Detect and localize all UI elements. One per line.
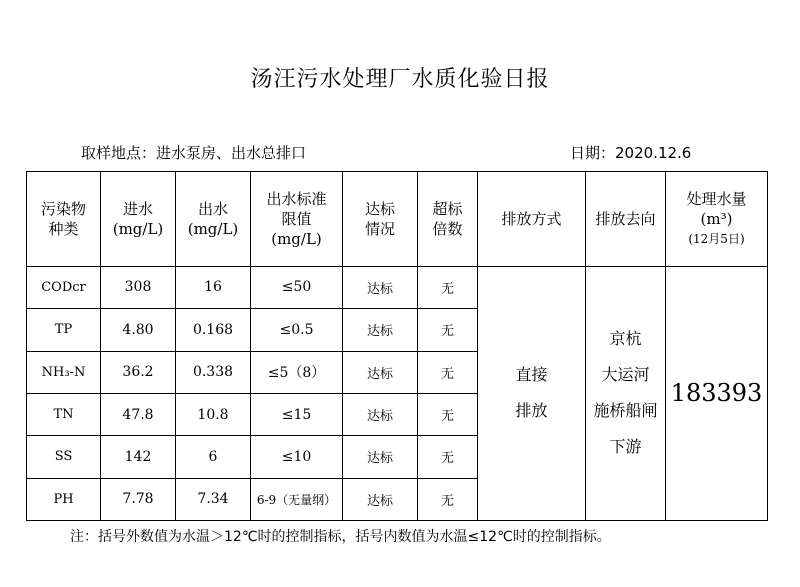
row-exceed: 无 [418,436,478,478]
row-exceed: 无 [418,478,478,520]
report-title: 汤汪污水处理厂水质化验日报 [250,67,550,92]
header-outflow-line2: (mg/L) [187,219,239,238]
header-volume-line1: 处理水量 [686,189,747,208]
header-standard-line2: 限值 [281,209,312,228]
row-pollutant: NH₃-N [27,351,101,393]
discharge-direction-cell [586,266,666,520]
discharge-direction-line4: 下游 [609,437,642,457]
row-standard: ≤50 [251,266,343,308]
row-exceed: 无 [418,309,478,351]
row-standard: ≤10 [251,436,343,478]
header-compliance [343,172,418,267]
header-standard-line3: (mg/L) [271,229,322,248]
row-exceed: 无 [418,351,478,393]
header-pollutant [27,172,101,267]
row-outflow: 0.338 [176,351,251,393]
header-pollutant-line2: 种类 [48,219,79,238]
row-inflow: 4.80 [101,309,176,351]
header-exceed-line2: 倍数 [432,219,463,238]
header-compliance-line1: 达标 [364,199,395,218]
row-standard: ≤5（8） [251,351,343,393]
row-pollutant: TN [27,393,101,435]
row-compliance: 达标 [343,393,418,435]
header-pollutant-line1: 污染物 [40,199,86,218]
row-pollutant: PH [27,478,101,520]
water-quality-table [26,171,768,521]
row-inflow: 47.8 [101,393,176,435]
header-volume [666,172,768,267]
row-outflow: 7.34 [176,478,251,520]
row-compliance: 达标 [343,478,418,520]
discharge-method-cell [478,266,586,520]
table-header-row [27,172,768,267]
header-volume-line2: (m³) [700,209,733,228]
header-standard-line1: 出水标准 [266,189,327,208]
header-inflow-line2: (mg/L) [112,219,164,238]
header-inflow [101,172,176,267]
discharge-method-line1: 直接 [515,365,548,385]
header-inflow-line1: 进水 [122,199,153,218]
row-pollutant: SS [27,436,101,478]
row-inflow: 308 [101,266,176,308]
row-outflow: 6 [176,436,251,478]
discharge-method-line2: 排放 [515,401,548,421]
row-compliance: 达标 [343,266,418,308]
header-discharge-method: 排放方式 [478,172,586,267]
row-compliance: 达标 [343,351,418,393]
row-pollutant: TP [27,309,101,351]
header-volume-line3: (12月5日) [688,231,745,246]
header-compliance-line2: 情况 [364,219,395,238]
header-outflow [176,172,251,267]
header-discharge-direction: 排放去向 [586,172,666,267]
header-exceed [418,172,478,267]
header-standard [251,172,343,267]
row-inflow: 36.2 [101,351,176,393]
row-exceed: 无 [418,266,478,308]
row-standard: ≤0.5 [251,309,343,351]
row-pollutant: CODcr [27,266,101,308]
table-row [27,266,768,308]
treated-volume-value: 183393 [666,266,768,520]
header-outflow-line1: 出水 [197,199,228,218]
discharge-direction-line2: 大运河 [601,365,650,385]
row-standard: ≤15 [251,393,343,435]
row-exceed: 无 [418,393,478,435]
row-compliance: 达标 [343,309,418,351]
report-date: 日期：2020.12.6 [570,144,692,162]
row-compliance: 达标 [343,436,418,478]
sampling-location: 取样地点：进水泵房、出水总排口 [81,144,307,162]
header-exceed-line1: 超标 [432,199,463,218]
row-outflow: 0.168 [176,309,251,351]
row-standard: 6-9（无量纲） [251,478,343,520]
discharge-direction-line1: 京杭 [609,329,642,349]
footnote: 注：括号外数值为水温＞12℃时的控制指标，括号内数值为水温≤12℃时的控制指标。 [70,529,611,545]
row-inflow: 7.78 [101,478,176,520]
row-inflow: 142 [101,436,176,478]
row-outflow: 10.8 [176,393,251,435]
discharge-direction-line3: 施桥船闸 [593,401,658,421]
row-outflow: 16 [176,266,251,308]
